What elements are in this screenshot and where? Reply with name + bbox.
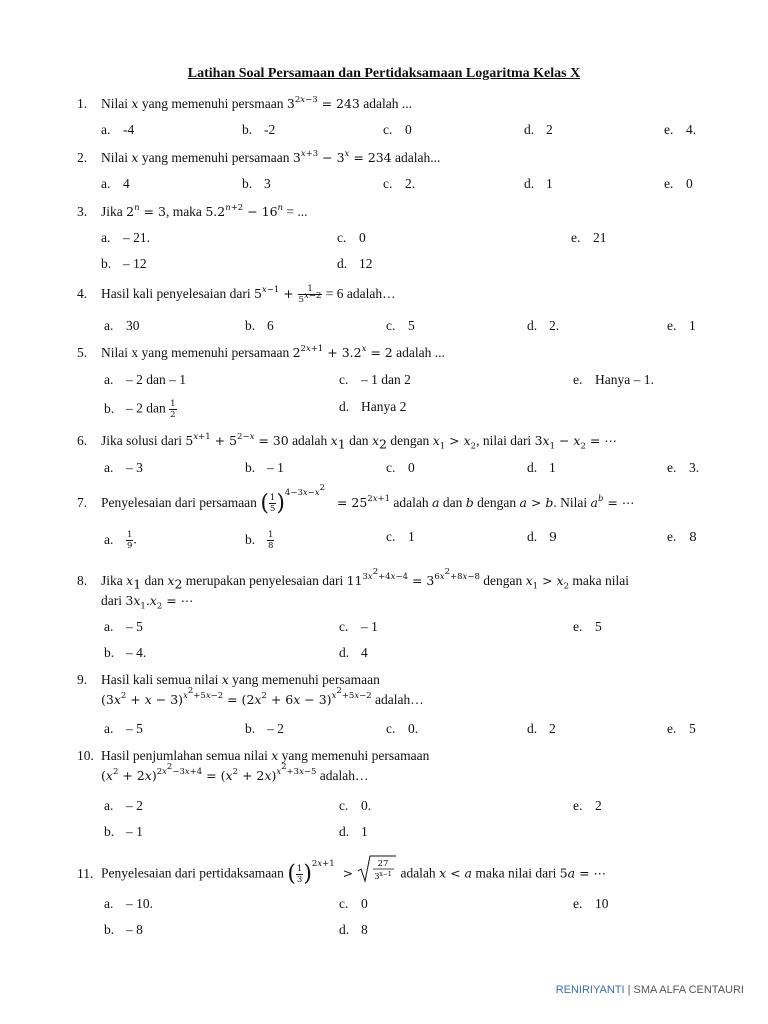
footer-school: SMA ALFA CENTAURI [633, 984, 744, 996]
option-10e[interactable]: e. 2 [573, 798, 602, 813]
option-4e[interactable]: e. 1 [667, 318, 696, 333]
option-11d[interactable]: d. 8 [339, 922, 368, 937]
option-6c[interactable]: c. 0 [386, 460, 415, 475]
option-11a[interactable]: a. – 10. [104, 896, 153, 911]
option-2a[interactable]: a. 4 [101, 176, 130, 191]
option-3c[interactable]: c. 0 [337, 230, 366, 245]
option-2c[interactable]: c. 2. [383, 176, 416, 191]
svg-text:3x−1: $3^{x-1}$ [374, 871, 392, 881]
option-10d[interactable]: d. 1 [339, 824, 368, 839]
option-9d[interactable]: d. 2 [527, 721, 556, 736]
option-1d[interactable]: d. 2 [524, 122, 553, 137]
option-7d[interactable]: d. 9 [527, 529, 557, 544]
option-7c[interactable]: c. 1 [386, 529, 415, 544]
option-4d[interactable]: d. 2. [527, 318, 560, 333]
question-5: 5. Nilai x yang memenuhi persamaan $2^{2x+1} + 3.2^x = 2$ adalah ... [77, 343, 445, 360]
question-3: 3. Jika $2^n = 3$, maka $5.2^{n+2} - 16^n$ = ... [77, 202, 308, 219]
question-1: 1. Nilai x yang memenuhi persmaan $3^{2x-3} = 243$ adalah ... [77, 94, 412, 111]
option-2d[interactable]: d. 1 [524, 176, 553, 191]
question-4: 4. Hasil kali penyelesaian dari $5^{x-1}$ + $\frac{1}{5^{x-2}}$ = 6 adalah… [77, 284, 396, 306]
option-8a[interactable]: a. – 5 [104, 619, 143, 634]
fraction: $\frac{1}{5^{x-2}}$ [298, 284, 322, 306]
question-10: 10. Hasil penjumlahan semua nilai x yang memenuhi persamaan $(x^2 + 2x)^{2x^2-3x+4} = (x^2 + 2x)^{x^2+3x-5}$ adalah… [77, 748, 430, 783]
option-4b[interactable]: b. 6 [245, 318, 274, 333]
option-6a[interactable]: a. – 3 [104, 460, 143, 475]
option-10b[interactable]: b. – 1 [104, 824, 143, 839]
option-8b[interactable]: b. – 4. [104, 645, 147, 660]
option-5c[interactable]: c. – 1 dan 2 [339, 372, 411, 387]
option-10a[interactable]: a. – 2 [104, 798, 143, 813]
option-9e[interactable]: e. 5 [667, 721, 696, 736]
option-8c[interactable]: c. – 1 [339, 619, 378, 634]
option-2e[interactable]: e. 0 [664, 176, 693, 191]
option-1a[interactable]: a. -4 [101, 122, 135, 137]
option-7e[interactable]: e. 8 [667, 529, 697, 544]
option-1e[interactable]: e. 4. [664, 122, 697, 137]
option-5a[interactable]: a. – 2 dan – 1 [104, 372, 186, 387]
question-6: 6. Jika solusi dari $5^{x+1} + 5^{2-x} = 30$ adalah $x_1$ dan $x_2$ dengan $x_1 > x_2$, nilai dari $3x_1 - x_2$ = ⋯ [77, 431, 617, 452]
option-5d[interactable]: d. Hanya 2 [339, 399, 407, 414]
svg-text:27: 27 [377, 859, 389, 869]
option-3d[interactable]: d. 12 [337, 256, 373, 271]
option-11b[interactable]: b. – 8 [104, 922, 143, 937]
option-2b[interactable]: b. 3 [242, 176, 271, 191]
option-9c[interactable]: c. 0. [386, 721, 419, 736]
option-11e[interactable]: e. 10 [573, 896, 609, 911]
page-footer: RENIRIYANTI | SMA ALFA CENTAURI [555, 984, 744, 996]
option-4c[interactable]: c. 5 [386, 318, 415, 333]
option-3a[interactable]: a. – 21. [101, 230, 150, 245]
question-11: 11. Penyelesaian dari pertidaksamaan ( $\frac{1}{3}$ )$^{2x+1}$ > 27 $3^{x-1}$ adalah x < a maka nilai dari 5a = ⋯ [77, 854, 717, 895]
question-2: 2. Nilai x yang memenuhi persamaan $3^{x+3} - 3^x = 234$ adalah... [77, 148, 441, 165]
question-7: 7. Penyelesaian dari persamaan ( $\frac{1}{5}$ )$^{4-3x-x^2} = 25^{2x+1}$ adalah a dan b dengan a > b. Nilai $a^b$ = ⋯ [77, 483, 635, 516]
option-7b[interactable]: b. $\frac{1}{8}$ [245, 530, 274, 551]
option-3e[interactable]: e. 21 [571, 230, 607, 245]
question-9: 9. Hasil kali semua nilai x yang memenuhi persamaan $(3x^2 + x - 3)^{x^2+5x-2} = (2x^2 + 6x - 3)^{x^2+5x-2}$ adalah… [77, 672, 424, 707]
option-8d[interactable]: d. 4 [339, 645, 368, 660]
option-9b[interactable]: b. – 2 [245, 721, 284, 736]
option-4a[interactable]: a. 30 [104, 318, 140, 333]
footer-author: RENIRIYANTI [555, 984, 625, 996]
option-10c[interactable]: c. 0. [339, 798, 372, 813]
page-title: Latihan Soal Persamaan dan Pertidaksamaan Logaritma Kelas X [187, 66, 581, 81]
option-6b[interactable]: b. – 1 [245, 460, 284, 475]
option-11c[interactable]: c. 0 [339, 896, 368, 911]
option-1c[interactable]: c. 0 [383, 122, 412, 137]
option-3b[interactable]: b. – 12 [101, 256, 147, 271]
question-8: 8. Jika $x_1$ dan $x_2$ merupakan penyelesaian dari $11^{3x^2+4x-4} = 3^{6x^2+8x-8}$ dengan $x_1 > x_2$ maka nilai dari $3x_1.x_2$ = ⋯ [77, 567, 629, 612]
option-6e[interactable]: e. 3. [667, 460, 700, 475]
option-6d[interactable]: d. 1 [527, 460, 556, 475]
option-5e[interactable]: e. Hanya – 1. [573, 372, 654, 387]
option-7a[interactable]: a. $\frac{1}{9}$ . [104, 530, 137, 551]
sqrt-icon [357, 854, 397, 895]
option-5b[interactable]: b. – 2 dan $\frac{1}{2}$ [104, 399, 176, 420]
option-1b[interactable]: b. -2 [242, 122, 276, 137]
option-8e[interactable]: e. 5 [573, 619, 602, 634]
option-9a[interactable]: a. – 5 [104, 721, 143, 736]
